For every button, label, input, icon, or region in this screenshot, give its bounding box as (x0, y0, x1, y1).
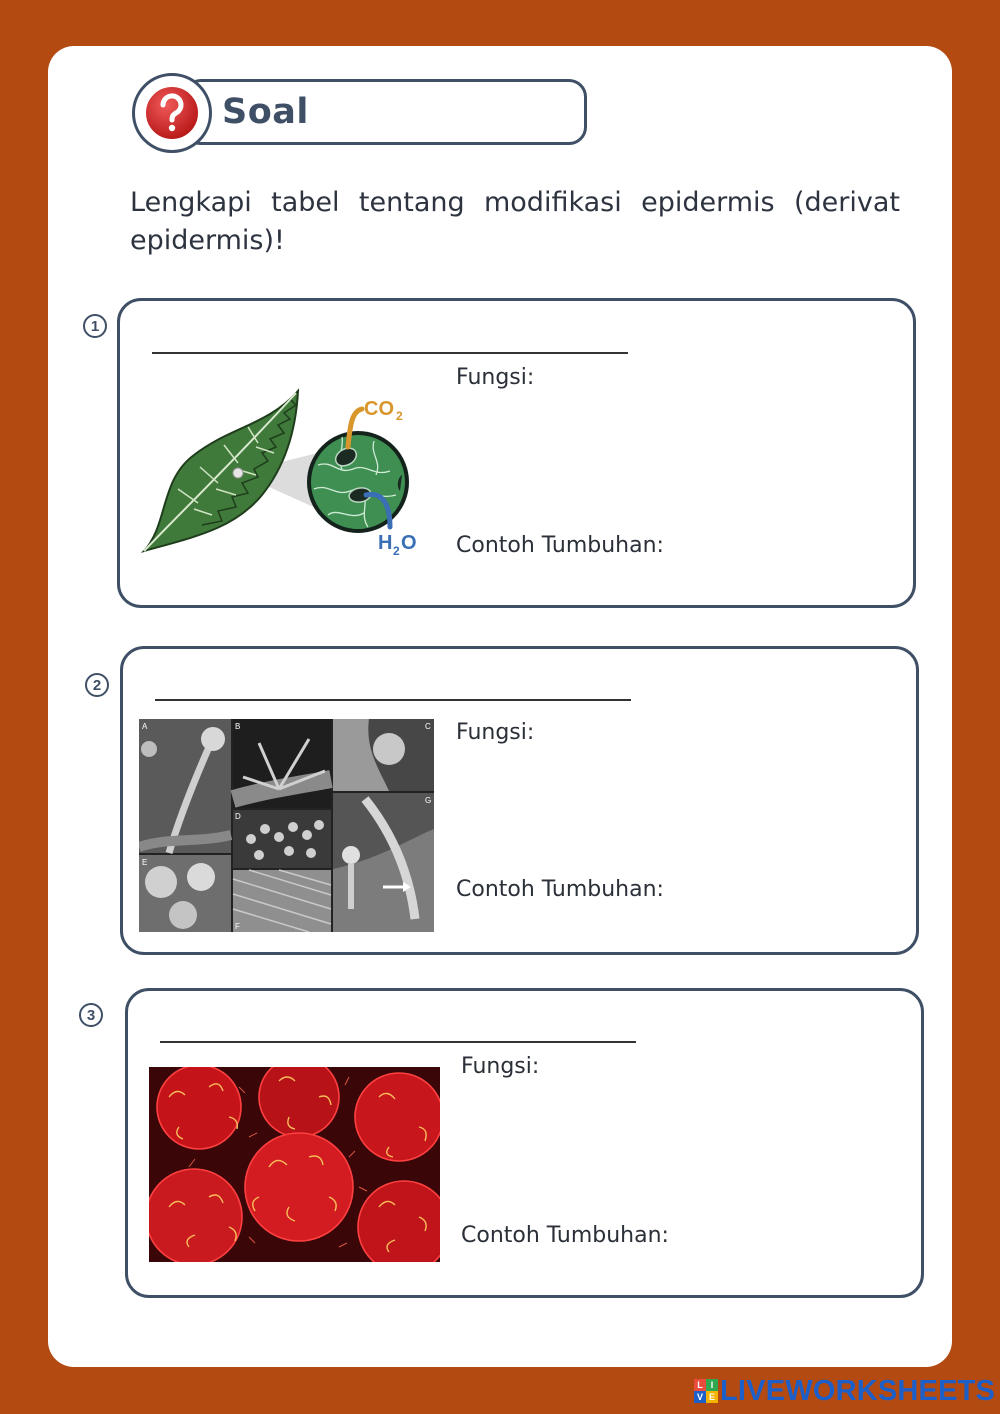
question-badge (132, 73, 212, 153)
item-number-1: 1 (83, 314, 107, 338)
leaf-icon (144, 391, 298, 551)
example-label-2: Contoh Tumbuhan: (456, 877, 664, 902)
svg-text:F: F (235, 922, 240, 931)
name-answer-line-1[interactable] (152, 352, 628, 354)
svg-text:B: B (235, 722, 241, 731)
name-answer-line-3[interactable] (160, 1041, 636, 1043)
section-title: Soal (222, 92, 309, 132)
liveworksheets-brand[interactable] (694, 1374, 995, 1408)
svg-text:H: H (378, 532, 393, 554)
item-number-2: 2 (85, 673, 109, 697)
stomata-diagram (138, 385, 433, 565)
function-label-3: Fungsi: (461, 1054, 540, 1079)
svg-text:C: C (425, 722, 431, 731)
svg-text:A: A (142, 722, 148, 731)
function-label-1: Fungsi: (456, 365, 535, 390)
svg-text:CO: CO (364, 398, 394, 420)
rambutan-photo (149, 1067, 440, 1262)
function-label-2: Fungsi: (456, 720, 535, 745)
svg-text:D: D (235, 812, 241, 821)
svg-text:E: E (142, 858, 148, 867)
svg-text:2: 2 (396, 409, 403, 423)
name-answer-line-2[interactable] (155, 699, 631, 701)
example-label-1: Contoh Tumbuhan: (456, 533, 664, 558)
liveworksheets-text: LIVEWORKSHEETS (720, 1374, 996, 1407)
instruction-text: Lengkapi tabel tentang modifikasi epidermis (derivat epidermis)! (130, 187, 900, 256)
svg-text:O: O (401, 532, 417, 554)
question-icon (141, 82, 203, 144)
liveworksheets-logo-icon: L I V E (694, 1379, 718, 1403)
item-number-3: 3 (79, 1003, 103, 1027)
svg-text:G: G (425, 796, 432, 805)
svg-text:2: 2 (393, 544, 400, 558)
example-label-3: Contoh Tumbuhan: (461, 1223, 669, 1248)
trichome-micrograph (139, 719, 434, 932)
